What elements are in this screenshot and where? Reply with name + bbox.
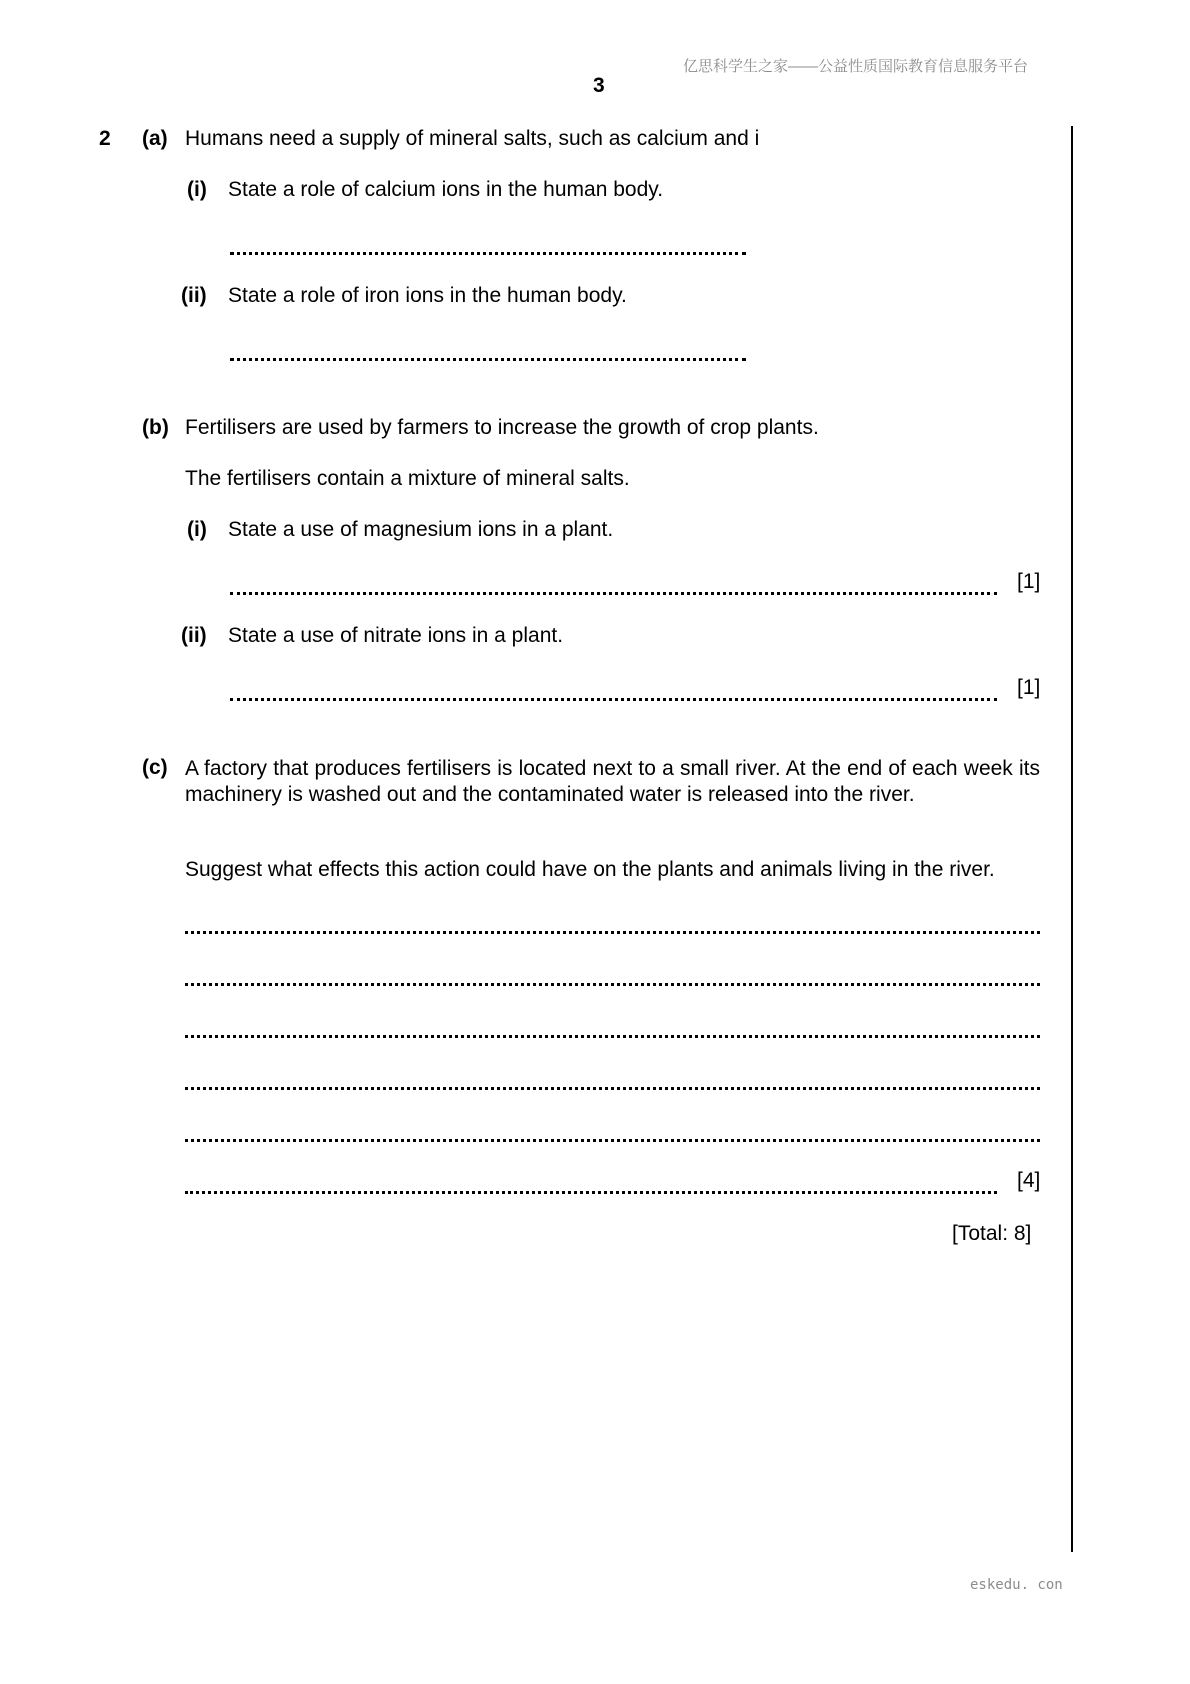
answer-line-a-ii[interactable] — [230, 358, 746, 361]
part-a-label: (a) — [142, 127, 168, 150]
marks-b-i: [1] — [1017, 570, 1041, 593]
part-b-ii-text: State a use of nitrate ions in a plant. — [228, 624, 564, 647]
watermark-bottom: eskedu. con — [970, 1577, 1063, 1593]
part-c-stem: A factory that produces fertilisers is located next to a small river. At the end of each week its machinery is washed out and the contaminated water is released into the river. — [185, 757, 1040, 806]
answer-line-b-i[interactable] — [230, 592, 997, 595]
marks-c: [4] — [1017, 1169, 1041, 1192]
answer-line-c-4[interactable] — [185, 1087, 1040, 1090]
answer-line-c-1[interactable] — [185, 931, 1040, 934]
margin-rule — [1071, 126, 1073, 1552]
answer-line-c-3[interactable] — [185, 1035, 1040, 1038]
part-c-label: (c) — [142, 756, 168, 779]
answer-line-c-5[interactable] — [185, 1139, 1040, 1142]
part-c-prompt: Suggest what effects this action could have on the plants and animals living in the river. — [185, 858, 995, 881]
total-marks: [Total: 8] — [952, 1222, 1032, 1245]
watermark-top: 亿思科学生之家——公益性质国际教育信息服务平台 — [683, 58, 1029, 75]
part-a-i-text: State a role of calcium ions in the human body. — [228, 178, 664, 201]
part-b-i-text: State a use of magnesium ions in a plant. — [228, 518, 614, 541]
part-b-stem2: The fertilisers contain a mixture of mineral salts. — [185, 467, 630, 490]
part-b-label: (b) — [142, 416, 169, 439]
part-a-ii-text: State a role of iron ions in the human body. — [228, 284, 627, 307]
page-number: 3 — [593, 74, 605, 97]
marks-b-ii: [1] — [1017, 676, 1041, 699]
part-a-i-label: (i) — [187, 178, 207, 201]
answer-line-a-i[interactable] — [230, 252, 746, 255]
answer-line-c-6[interactable] — [185, 1191, 997, 1194]
part-b-stem: Fertilisers are used by farmers to increase the growth of crop plants. — [185, 416, 819, 439]
question-number: 2 — [99, 127, 111, 150]
answer-line-c-2[interactable] — [185, 983, 1040, 986]
part-a-ii-label: (ii) — [181, 284, 207, 307]
answer-line-b-ii[interactable] — [230, 698, 997, 701]
part-a-stem: Humans need a supply of mineral salts, such as calcium and i — [185, 127, 760, 150]
part-b-i-label: (i) — [187, 518, 207, 541]
part-b-ii-label: (ii) — [181, 624, 207, 647]
